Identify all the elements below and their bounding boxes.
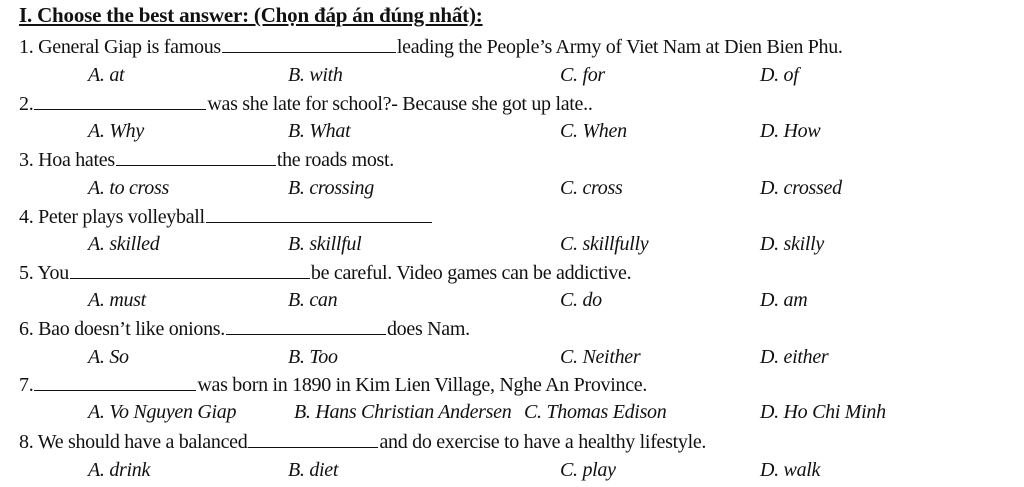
option-d: D. either bbox=[760, 346, 829, 368]
question-6-text: 6. Bao doesn’t like onions. bbox=[19, 318, 225, 340]
question-8-blank bbox=[248, 429, 378, 448]
question-6 bbox=[19, 316, 470, 342]
option-b: B. What bbox=[288, 120, 351, 142]
question-1-options bbox=[0, 62, 1024, 88]
question-5 bbox=[19, 260, 631, 286]
option-c: C. skillfully bbox=[560, 233, 649, 255]
option-b: B. with bbox=[288, 64, 343, 86]
question-7-blank bbox=[34, 372, 196, 391]
question-2-text: 2. bbox=[19, 93, 34, 115]
question-3 bbox=[19, 147, 394, 173]
option-a: A. drink bbox=[88, 459, 151, 481]
option-d: D. How bbox=[760, 120, 821, 142]
question-7 bbox=[19, 372, 647, 398]
option-c: C. Thomas Edison bbox=[524, 401, 667, 423]
question-3-options bbox=[0, 175, 1024, 201]
question-8-options bbox=[0, 457, 1024, 483]
question-3-text: 3. Hoa hates bbox=[19, 149, 115, 171]
option-d: D. Ho Chi Minh bbox=[760, 401, 886, 423]
question-4-options bbox=[0, 231, 1024, 257]
question-3-blank bbox=[116, 147, 276, 166]
question-1-text: 1. General Giap is famous bbox=[19, 36, 221, 58]
question-2 bbox=[19, 91, 593, 117]
question-1-text-after: leading the People’s Army of Viet Nam at Dien Bien Phu. bbox=[396, 36, 843, 58]
option-c: C. do bbox=[560, 289, 602, 311]
question-5-text-after: be careful. Video games can be addictive. bbox=[310, 262, 632, 284]
question-6-options bbox=[0, 344, 1024, 370]
option-a: A. Why bbox=[88, 120, 144, 142]
option-c: C. Neither bbox=[560, 346, 641, 368]
question-6-text-after: does Nam. bbox=[386, 318, 470, 340]
question-6-blank bbox=[226, 316, 386, 335]
question-5-text: 5. You bbox=[19, 262, 69, 284]
question-5-blank bbox=[70, 260, 310, 279]
option-b: B. diet bbox=[288, 459, 339, 481]
option-c: C. When bbox=[560, 120, 627, 142]
option-c: C. for bbox=[560, 64, 605, 86]
option-b: B. Too bbox=[288, 346, 338, 368]
question-3-text-after: the roads most. bbox=[276, 149, 394, 171]
option-b: B. Hans Christian Andersen bbox=[294, 401, 512, 423]
option-d: D. walk bbox=[760, 459, 821, 481]
question-7-options bbox=[0, 399, 1024, 425]
question-2-text-after: was she late for school?- Because she got up late.. bbox=[207, 93, 593, 115]
option-a: A. skilled bbox=[88, 233, 160, 255]
question-2-options bbox=[0, 118, 1024, 144]
question-1-blank bbox=[222, 34, 396, 53]
question-2-blank bbox=[34, 91, 206, 110]
question-7-text-after: was born in 1890 in Kim Lien Village, Nghe An Province. bbox=[197, 374, 648, 396]
option-d: D. crossed bbox=[760, 177, 842, 199]
option-c: C. play bbox=[560, 459, 616, 481]
question-4-text: 4. Peter plays volleyball bbox=[19, 206, 205, 228]
option-b: B. skillful bbox=[288, 233, 362, 255]
option-d: D. of bbox=[760, 64, 799, 86]
question-4 bbox=[19, 204, 433, 230]
option-d: D. skilly bbox=[760, 233, 824, 255]
option-a: A. So bbox=[88, 346, 129, 368]
option-a: A. at bbox=[88, 64, 125, 86]
section-title: I. Choose the best answer: (Chọn đáp án đúng nhất): bbox=[19, 3, 483, 27]
option-d: D. am bbox=[760, 289, 808, 311]
question-5-options bbox=[0, 287, 1024, 313]
question-7-text: 7. bbox=[19, 374, 34, 396]
question-8 bbox=[19, 429, 706, 455]
question-8-text-after: and do exercise to have a healthy lifestyle. bbox=[379, 431, 707, 453]
option-a: A. to cross bbox=[88, 177, 169, 199]
question-4-blank bbox=[206, 204, 432, 223]
option-b: B. can bbox=[288, 289, 338, 311]
option-b: B. crossing bbox=[288, 177, 374, 199]
question-1 bbox=[19, 34, 843, 60]
option-a: A. must bbox=[88, 289, 146, 311]
option-a: A. Vo Nguyen Giap bbox=[88, 401, 237, 423]
question-8-text: 8. We should have a balanced bbox=[19, 431, 248, 453]
option-c: C. cross bbox=[560, 177, 623, 199]
